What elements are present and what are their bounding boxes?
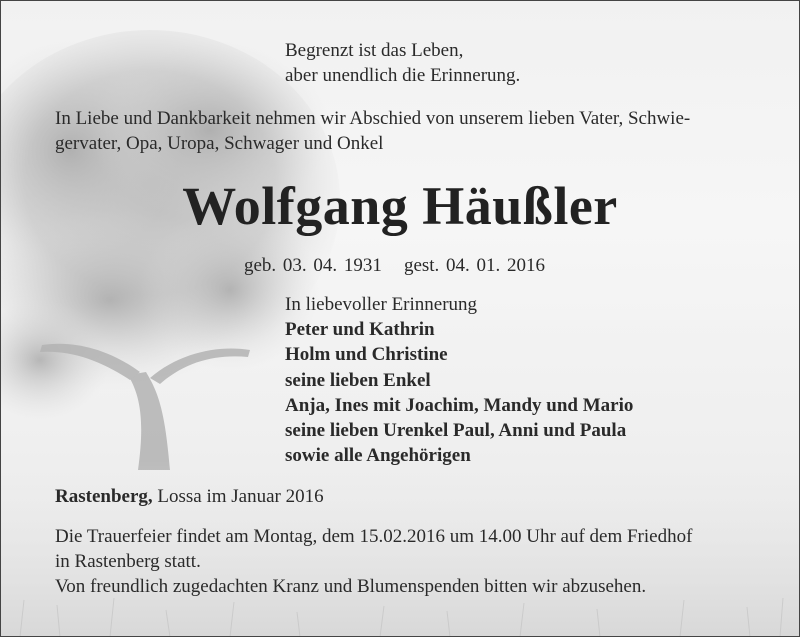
mourner-line: Peter und Kathrin (285, 319, 435, 341)
mourner-line: seine lieben Urenkel Paul, Anni und Paula (285, 420, 627, 442)
motto-line-1: Begrenzt ist das Leben, (285, 40, 464, 61)
place-name: Rastenberg, (55, 486, 153, 507)
intro-line-2: gervater, Opa, Uropa, Schwager und Onkel (55, 133, 384, 154)
life-dates (244, 254, 545, 278)
mourner-line: sowie alle Angehörigen (285, 445, 471, 467)
funeral-notice-line-2: in Rastenberg statt. (55, 551, 201, 572)
mourner-line: Anja, Ines mit Joachim, Mandy und Mario (285, 394, 634, 416)
death-date: gest. 04. 01. 2016 (403, 255, 546, 276)
deceased-name: Wolfgang Häußler (182, 176, 618, 236)
funeral-notice-line-1: Die Trauerfeier findet am Montag, dem 15.02.2016 um 14.00 Uhr auf dem Friedhof (55, 526, 693, 547)
place-date-rest: Lossa im Januar 2016 (157, 486, 324, 507)
intro-paragraph (55, 106, 760, 156)
mourners-heading: In liebevoller Erinnerung (285, 294, 478, 315)
intro-line-1: In Liebe und Dankbarkeit nehmen wir Abschied von unserem lieben Vater, Schwie- (55, 108, 691, 129)
motto-line-2: aber unendlich die Erinnerung. (285, 65, 521, 86)
mourner-line: seine lieben Enkel (285, 369, 431, 391)
funeral-notice (55, 524, 775, 599)
birth-date: geb. 03. 04. 1931 (244, 255, 382, 276)
place-and-date (55, 484, 324, 509)
motto (285, 38, 520, 88)
funeral-notice-line-3: Von freundlich zugedachten Kranz und Blumenspenden bitten wir abzusehen. (55, 576, 647, 597)
mourners-list (285, 292, 633, 468)
mourner-line: Holm und Christine (285, 344, 448, 366)
